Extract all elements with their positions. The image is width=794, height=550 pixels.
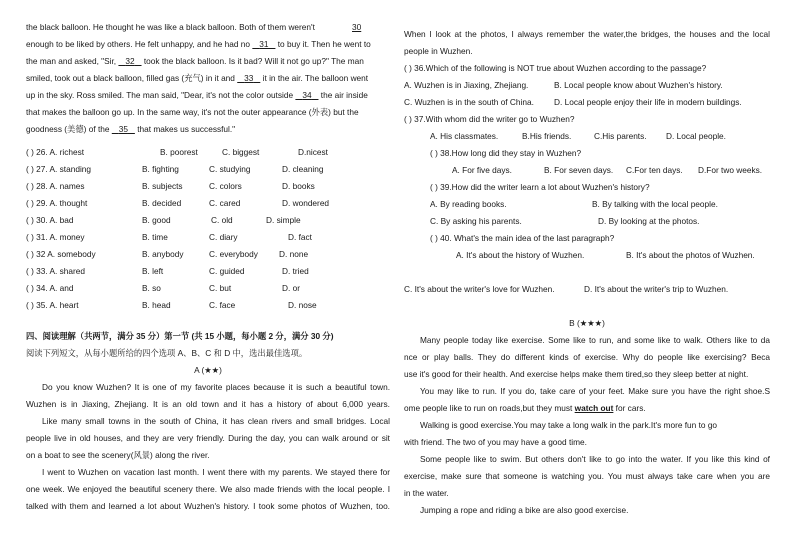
blank-32: 32 xyxy=(125,56,135,66)
passage-b-line: ome people like to run on roads,but they must watch out for cars. xyxy=(404,403,646,413)
passage-b-line: Many people today like exercise. Some like to run, and some like to walk. Others like to da xyxy=(420,335,770,345)
question-36: ( ) 36.Which of the following is NOT true about Wuzhen according to the passage? xyxy=(404,63,707,73)
cloze-line-30: the black balloon. He thought he was like a black balloon. Both of them weren't 30 xyxy=(26,22,362,32)
passage-a-line: I went to Wuzhen on vacation last month. I went there with my parents. We stayed there for xyxy=(42,467,390,477)
passage-b-line: exercise, make sure that someone is watching you. You must always take care when you are xyxy=(404,471,770,481)
question-40: ( ) 40. What's the main idea of the last paragraph? xyxy=(430,233,615,243)
passage-b-line: You may like to run. If you do, take care of your feet. Make sure you have the right shoe.S xyxy=(420,386,770,396)
watch-out-phrase: watch out xyxy=(574,403,614,413)
passage-a-line: Wuzhen is in Jiaxing, Zhejiang. It is an old town and it has a history of about 6,000 years. xyxy=(26,399,390,409)
passage-a-line: Like many small towns in the south of China, it has clean rivers and small bridges. Local xyxy=(42,416,390,426)
blank-34: 34 xyxy=(302,90,312,100)
question-37: ( ) 37.With whom did the writer go to Wuzhen? xyxy=(404,114,575,124)
passage-a-line: When I look at the photos, I always remember the water,the bridges, the houses and the local xyxy=(404,29,770,39)
passage-b-title: B (★★★) xyxy=(569,318,605,328)
passage-a-title: A (★★) xyxy=(194,365,222,375)
passage-a-line: people in Wuzhen. xyxy=(404,46,473,56)
section-heading: 四、阅读理解（共两节，满分 35 分）第一节 (共 15 小题，每小题 2 分，满分 30 分) xyxy=(26,331,334,341)
passage-a-line: on a boat to see the scenery(风景) along the river. xyxy=(26,450,210,460)
passage-b-line: Walking is good exercise.You may take a long walk in the park.It's more fun to go xyxy=(420,420,718,430)
blank-30: 30 xyxy=(352,22,362,32)
passage-b-line: Jumping a rope and riding a bike are also good exercise. xyxy=(420,505,629,515)
passage-b-line: in the water. xyxy=(404,488,449,498)
question-38: ( ) 38.How long did they stay in Wuzhen? xyxy=(430,148,582,158)
cloze-line-34: up in the sky. Ross smiled. The man said, "Dear, it's not the color outside 34 the air inside xyxy=(26,90,368,100)
passage-b-line: nce or play balls. They do different kinds of exercise. Why do people like exercising? Beca xyxy=(404,352,770,362)
passage-b-line: with friend. The two of you may have a good time. xyxy=(404,437,587,447)
cloze-line-31: enough to be liked by others. He felt unhappy, and he had no 31 to buy it. Then he went to xyxy=(26,39,371,49)
blank-31: 31 xyxy=(259,39,269,49)
passage-a-line: Do you know Wuzhen? It is one of my favorite places because it is such a beautiful town. xyxy=(42,382,390,392)
passage-b-line: Some people like to swim. But others don't like to go into the water. If you like this kind of xyxy=(420,454,770,464)
passage-a-line: talked with them and learned a lot about Wuzhen's history. I took some photos of Wuzhen, too. xyxy=(26,501,390,511)
cloze-line-35: goodness (美德) of the 35 that makes us successful." xyxy=(26,124,236,134)
blank-33: 33 xyxy=(244,73,254,83)
instruction: 阅读下列短文，从每小题所给的四个选项 A、B、C 和 D 中，选出最佳选项。 xyxy=(26,348,308,358)
cloze-line: that makes the balloon go up. In the same way, it's not the outer appearance (外表) but the xyxy=(26,107,359,117)
passage-b-line: use it's good for their health. And exercise helps make them tired,so they sleep better at night. xyxy=(404,369,749,379)
cloze-line-33: smiled, took out a black balloon, filled gas (充气) in it and 33 it in the air. The balloon went xyxy=(26,73,369,83)
question-39: ( ) 39.How did the writer learn a lot about Wuzhen's history? xyxy=(430,182,650,192)
blank-35: 35 xyxy=(118,124,128,134)
cloze-line-32: the man and asked, "Sir, 32 took the black balloon. Is it bad? Will it not go up?" The man xyxy=(26,56,364,66)
passage-a-line: people live in old houses, and they are very friendly. During the day, you can walk around or sit xyxy=(26,433,390,443)
passage-a-line: one week. We enjoyed the beautiful scenery there. We also made friends with the local people. I xyxy=(26,484,390,494)
